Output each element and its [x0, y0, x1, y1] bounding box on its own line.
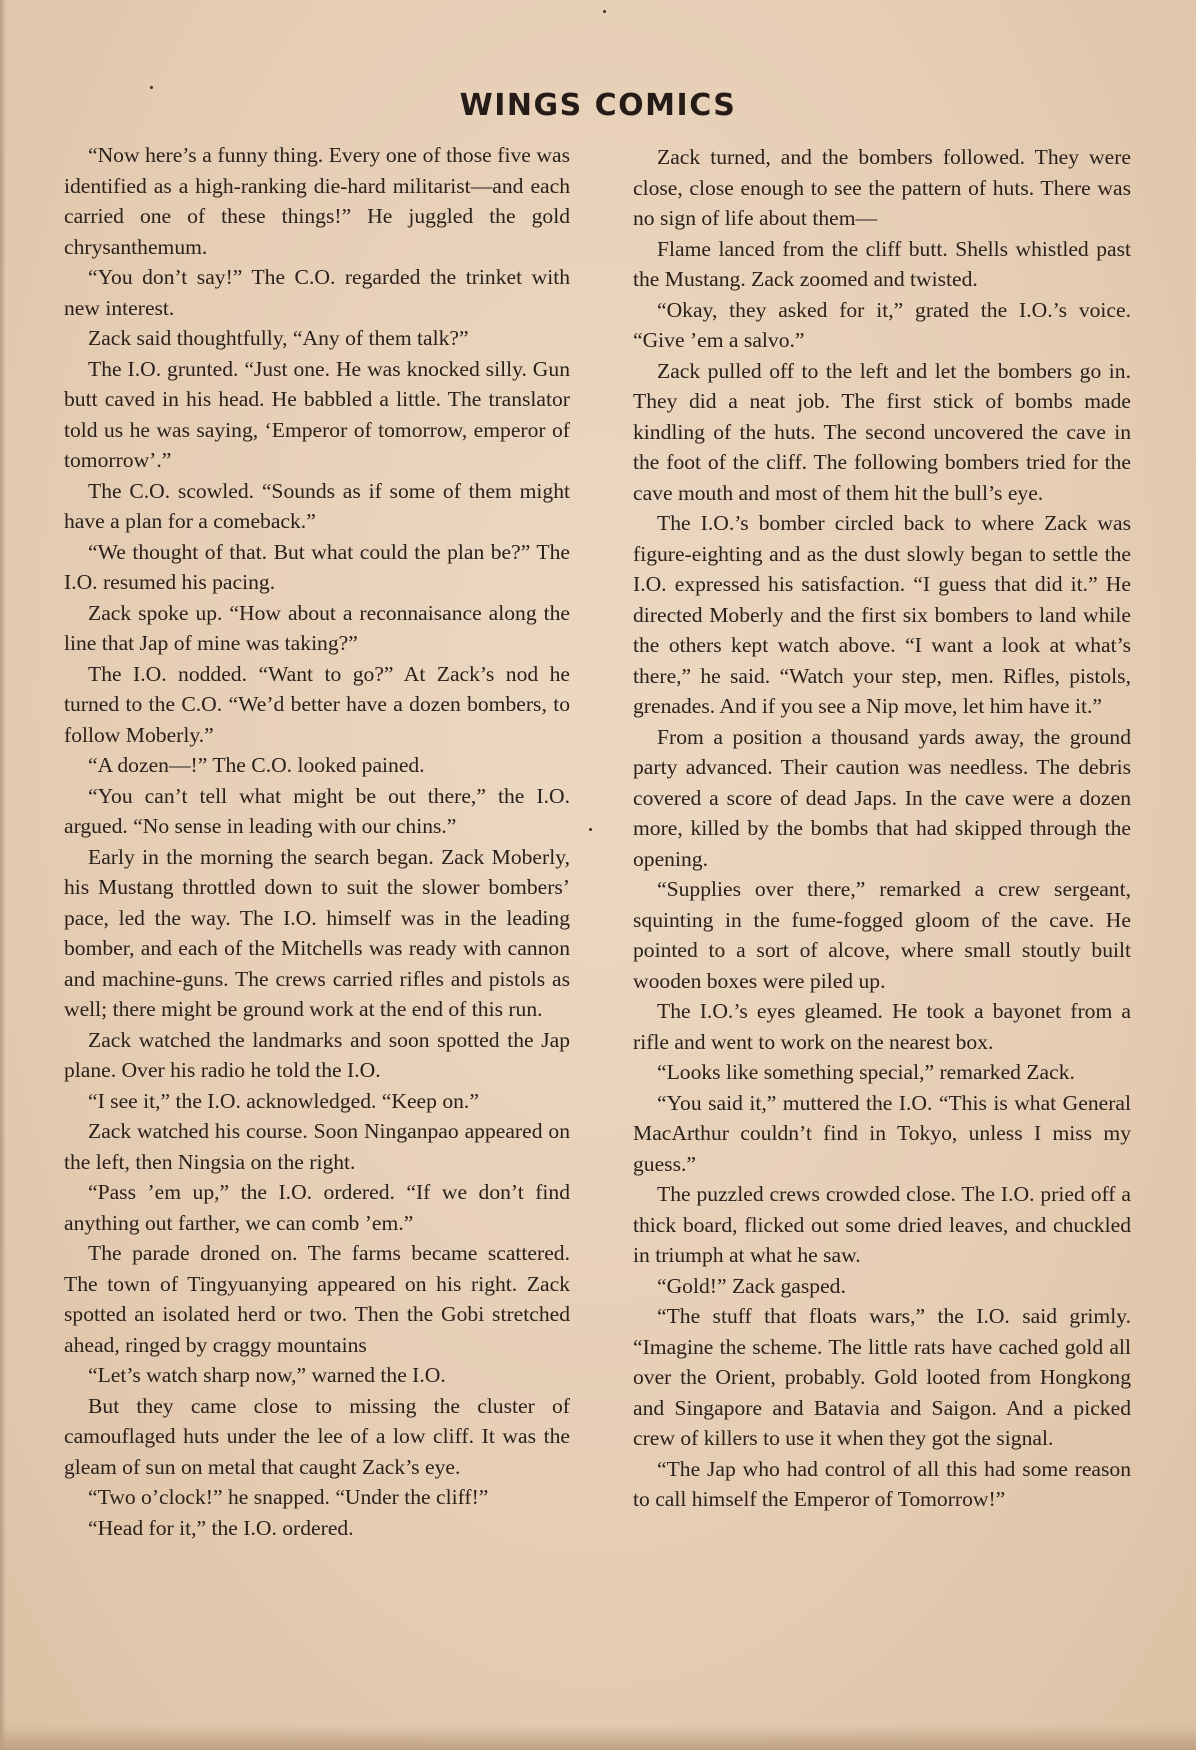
paragraph: The I.O.’s eyes gleamed. He took a bayonet from a rifle and went to work on the nearest box. — [633, 999, 1131, 1054]
paragraph: “You said it,” muttered the I.O. “This is what General MacArthur couldn’t find in Tokyo, unless I miss my guess.” — [633, 1090, 1131, 1176]
paragraph: “Let’s watch sharp now,” warned the I.O. — [88, 1363, 446, 1387]
paragraph: The C.O. scowled. “Sounds as if some of them might have a plan for a comeback.” — [64, 478, 570, 533]
paragraph: Zack watched his course. Soon Ninganpao appeared on the left, then Ningsia on the right. — [64, 1119, 570, 1174]
paragraph: The parade droned on. The farms became scattered. The town of Tingyuanying appeared on his right. Zack spotted an isolated herd or two. Then the Gobi stretched ahead, ringed by craggy mountains — [64, 1241, 570, 1357]
paragraph: The puzzled crews crowded close. The I.O. pried off a thick board, flicked out some dried leaves, and chuckled in triumph at what he saw. — [633, 1182, 1131, 1267]
ink-speck — [589, 828, 592, 831]
paragraph: Early in the morning the search began. Zack Moberly, his Mustang throttled down to suit the slower bombers’ pace, led the way. The I.O. himself was in the leading bomber, and each of the Mitchells was ready with cannon and machine-guns. The crews carried rifles and pistols as well; there might be ground work at the end of this run. — [64, 844, 570, 1021]
page-left-edge-shadow — [0, 0, 6, 1750]
paragraph: Flame lanced from the cliff butt. Shells whistled past the Mustang. Zack zoomed and twisted. — [633, 236, 1131, 291]
paragraph: “Two o’clock!” he snapped. “Under the cliff!” — [88, 1485, 489, 1509]
paragraph: “The stuff that floats wars,” the I.O. said grimly. “Imagine the scheme. The little rats have cached gold all over the Orient, probably. Gold looted from Hongkong and Singapore and Batavia and Saigon. And a picked crew of killers to use it when they got the signal. — [633, 1304, 1131, 1450]
ink-speck — [603, 10, 606, 13]
paragraph: The I.O.’s bomber circled back to where Zack was figure-eighting and as the dust slowly began to settle the I.O. expressed his satisfaction. “I guess that did it.” He directed Moberly and the first six bombers to land while the others kept watch above. “I want a look at what’s there,” he said. “Watch your step, men. Rifles, pistols, grenades. And if you see a Nip move, let him have it.” — [633, 511, 1131, 718]
text-column-left — [64, 140, 570, 1543]
paragraph: But they came close to missing the cluster of camouflaged huts under the lee of a low cliff. It was the gleam of sun on metal that caught Zack’s eye. — [64, 1393, 570, 1479]
paragraph: Zack said thoughtfully, “Any of them talk?” — [88, 326, 469, 350]
paragraph: “You can’t tell what might be out there,” the I.O. argued. “No sense in leading with our chins.” — [64, 783, 570, 838]
paragraph: “Head for it,” the I.O. ordered. — [88, 1515, 354, 1540]
paragraph: Zack spoke up. “How about a reconnaisance along the line that Jap of mine was taking?” — [64, 600, 570, 655]
paragraph: “Pass ’em up,” the I.O. ordered. “If we don’t find anything out farther, we can comb ’em.” — [64, 1180, 570, 1235]
paragraph: The I.O. nodded. “Want to go?” At Zack’s nod he turned to the C.O. “We’d better have a dozen bombers, to follow Moberly.” — [64, 661, 570, 747]
paragraph: Zack pulled off to the left and let the bombers go in. They did a neat job. The first stick of bombs made kindling of the huts. The second uncovered the cave in the foot of the cliff. The following bombers tried for the cave mouth and most of them hit the bull’s eye. — [633, 358, 1131, 505]
paragraph: Zack turned, and the bombers followed. They were close, close enough to see the pattern of huts. There was no sign of life about them— — [633, 145, 1131, 230]
paragraph: Zack watched the landmarks and soon spotted the Jap plane. Over his radio he told the I.O. — [64, 1027, 570, 1082]
paragraph: “I see it,” the I.O. acknowledged. “Keep on.” — [88, 1088, 479, 1113]
paragraph: From a position a thousand yards away, the ground party advanced. Their caution was needless. The debris covered a score of dead Japs. In the cave were a dozen more, killed by the bombs that had skipped through the opening. — [633, 724, 1131, 871]
paragraph: “You don’t say!” The C.O. regarded the trinket with new interest. — [64, 265, 570, 320]
page-bottom-edge-shadow — [0, 1724, 1196, 1750]
paragraph: “A dozen—!” The C.O. looked pained. — [88, 753, 425, 777]
paragraph: “Gold!” Zack gasped. — [657, 1273, 846, 1298]
paragraph: “Looks like something special,” remarked Zack. — [657, 1060, 1075, 1084]
paragraph: The I.O. grunted. “Just one. He was knocked silly. Gun butt caved in his head. He babbled a little. The translator told us he was saying, ‘Emperor of tomorrow, emperor of tomorrow’.” — [64, 356, 570, 472]
page-title: WINGS COMICS — [459, 88, 737, 123]
paragraph: “Supplies over there,” remarked a crew sergeant, squinting in the fume-fogged gloom of the cave. He pointed to a sort of alcove, where small stoutly built wooden boxes were piled up. — [633, 877, 1131, 993]
paragraph: “Okay, they asked for it,” grated the I.O.’s voice. “Give ’em a salvo.” — [633, 297, 1131, 352]
paragraph: “The Jap who had control of all this had some reason to call himself the Emperor of Tomorrow!” — [633, 1456, 1131, 1511]
paragraph: “We thought of that. But what could the plan be?” The I.O. resumed his pacing. — [64, 539, 570, 594]
text-column-right — [633, 142, 1131, 1515]
paragraph: “Now here’s a funny thing. Every one of those five was identified as a high-ranking die-hard militarist—and each carried one of these things!” He juggled the gold chrysanthemum. — [64, 143, 570, 259]
